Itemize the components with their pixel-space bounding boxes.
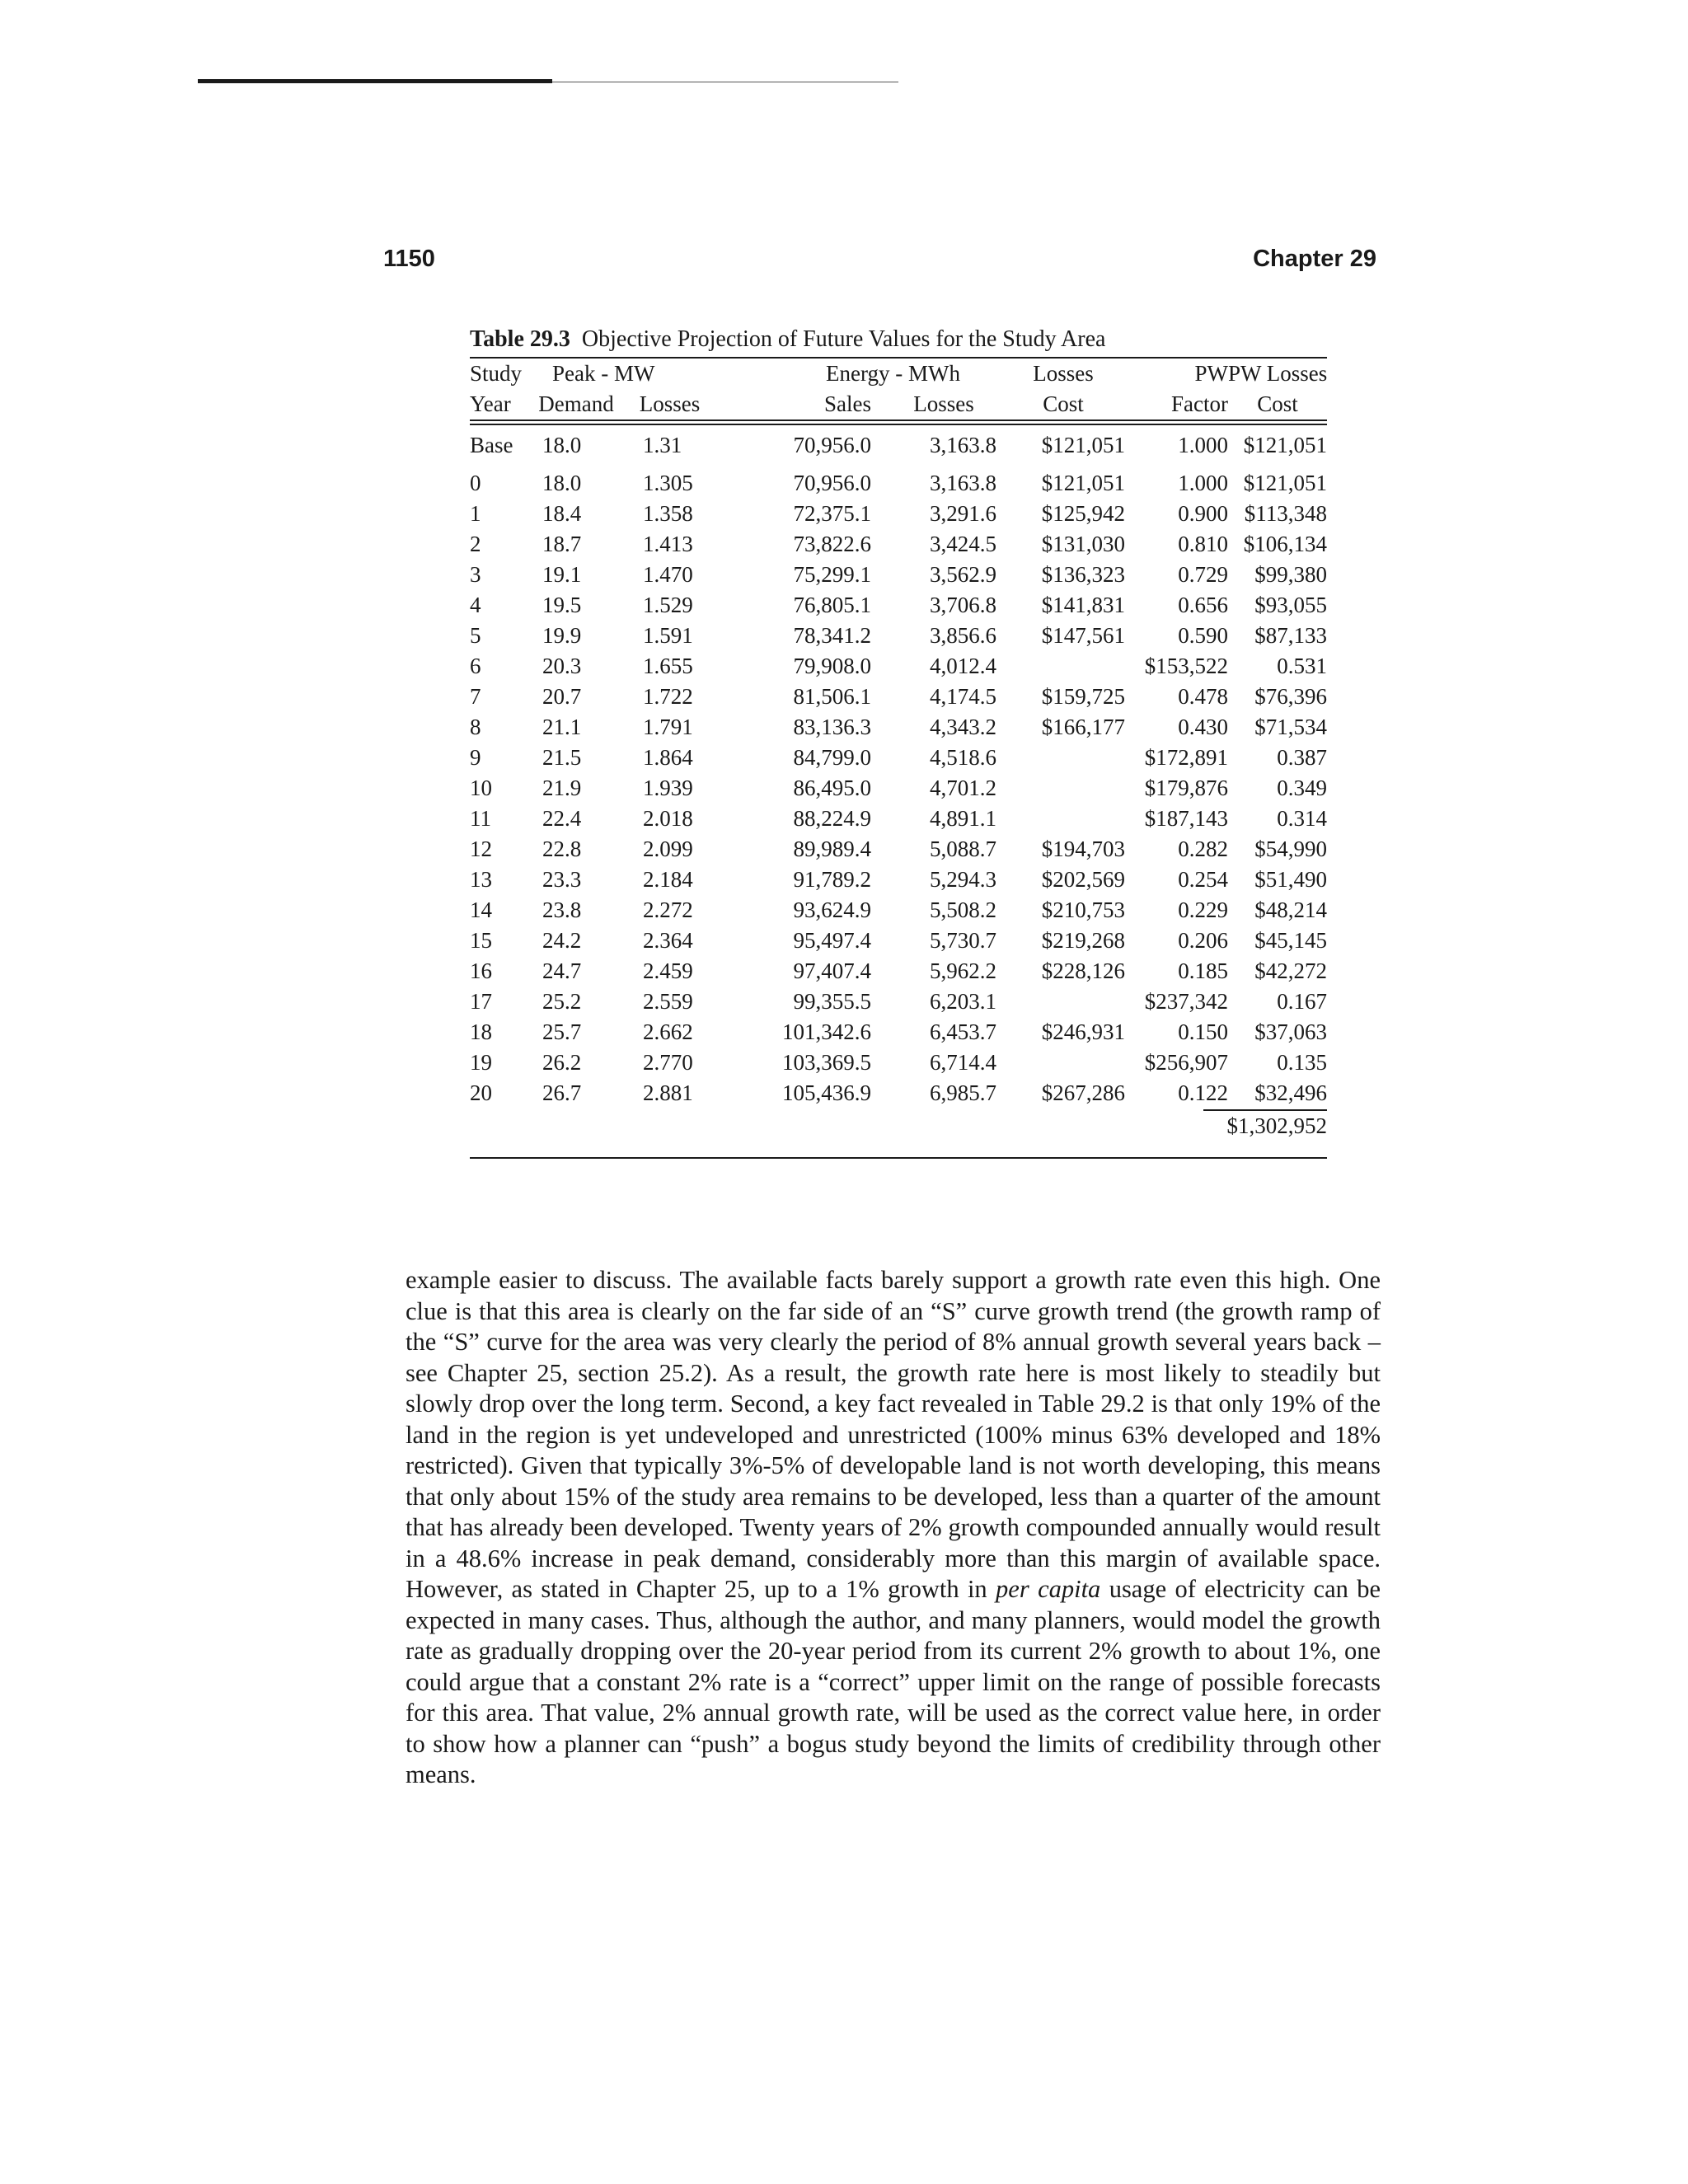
- table-cell: $136,323: [1041, 562, 1125, 587]
- table-cell: 1: [470, 501, 481, 526]
- body-text: [406, 1265, 1381, 1791]
- table-cell: $202,569: [1041, 867, 1125, 892]
- table-cell: 70,956.0: [793, 471, 871, 495]
- table-cell: 0.150: [1178, 1019, 1228, 1044]
- table-cell: 0.167: [1277, 989, 1327, 1014]
- table-cell: 103,369.5: [782, 1050, 871, 1075]
- table-cell: 16: [470, 958, 492, 983]
- header-cell: Demand: [538, 391, 614, 416]
- table-cell: $42,272: [1254, 958, 1327, 983]
- table-cell: 25.2: [542, 989, 582, 1014]
- table-cell: 0.478: [1178, 684, 1228, 709]
- table-header: [470, 359, 1327, 419]
- header-cell: Cost: [1257, 391, 1298, 416]
- table-cell: 20: [470, 1080, 492, 1105]
- table-cell: 6: [470, 654, 481, 678]
- table-cell: [1001, 987, 1125, 1017]
- table-cell: 8: [470, 715, 481, 739]
- table-cell: 5,508.2: [930, 898, 996, 922]
- table-cell: $147,561: [1041, 623, 1125, 648]
- table-cell: 18.4: [542, 501, 582, 526]
- table-cell: $153,522: [1144, 654, 1228, 678]
- table-cell: 99,355.5: [793, 989, 871, 1014]
- table-cell: 5,730.7: [930, 928, 996, 953]
- table-cell: 2.662: [643, 1019, 693, 1044]
- table-cell: $246,931: [1041, 1019, 1125, 1044]
- paragraph-emphasis: per capita: [996, 1575, 1101, 1603]
- table-cell: Base: [470, 433, 513, 457]
- table-row: [470, 1078, 1327, 1108]
- chapter-label: Chapter 29: [1253, 246, 1376, 272]
- header-cell: PW Losses: [1228, 361, 1328, 386]
- table-cell: 105,436.9: [782, 1080, 871, 1105]
- table-cell: $37,063: [1254, 1019, 1327, 1044]
- table-cell: $210,753: [1041, 898, 1125, 922]
- table-cell: 0.900: [1178, 501, 1228, 526]
- table-cell: 70,956.0: [793, 433, 871, 457]
- table-cell: $106,134: [1243, 532, 1327, 556]
- table-cell: 0.531: [1277, 654, 1327, 678]
- table-cell: 89,989.4: [793, 837, 871, 861]
- table-cell: 11: [470, 806, 491, 831]
- table-row: [470, 712, 1327, 743]
- table-cell: 93,624.9: [793, 898, 871, 922]
- table-caption: [470, 326, 1327, 354]
- table-cell: $71,534: [1254, 715, 1327, 739]
- table-cell: 5,294.3: [930, 867, 996, 892]
- table-cell: 4,012.4: [930, 654, 996, 678]
- table-row: [470, 773, 1327, 804]
- header-cell: PW: [1194, 361, 1228, 386]
- table-cell: 24.2: [542, 928, 582, 953]
- table-cell: 0.810: [1178, 532, 1228, 556]
- table-header-rule: [470, 419, 1327, 425]
- table-row: [470, 468, 1327, 499]
- table-cell: 0.349: [1277, 776, 1327, 800]
- table-cell: 14: [470, 898, 492, 922]
- table-cell: 2.099: [643, 837, 693, 861]
- table-row: [470, 651, 1327, 682]
- table-cell: 4,891.1: [930, 806, 996, 831]
- table-cell: 15: [470, 928, 492, 953]
- table-cell: $54,990: [1254, 837, 1327, 861]
- header-cell: Study: [470, 361, 523, 386]
- table-cell: $121,051: [1243, 471, 1327, 495]
- table-cell: 76,805.1: [793, 593, 871, 617]
- table-cell: 2.770: [643, 1050, 693, 1075]
- table-cell: $93,055: [1254, 593, 1327, 617]
- table-29-3: [470, 326, 1327, 1159]
- table-cell: 19.9: [542, 623, 582, 648]
- table-cell: 1.864: [643, 745, 693, 770]
- table-cell: 6,985.7: [930, 1080, 996, 1105]
- table-caption-label: Table 29.3: [470, 326, 570, 352]
- table-cell: $166,177: [1041, 715, 1125, 739]
- table-cell: 17: [470, 989, 492, 1014]
- table-cell: [1001, 743, 1125, 773]
- table-cell: 18.0: [542, 433, 582, 457]
- table-cell: 1.413: [643, 532, 693, 556]
- table-cell: 3,706.8: [930, 593, 996, 617]
- table-cell: 23.3: [542, 867, 582, 892]
- table-cell: 3,562.9: [930, 562, 996, 587]
- table-cell: 6,203.1: [930, 989, 996, 1014]
- table-cell: 26.7: [542, 1080, 582, 1105]
- paragraph-text: example easier to discuss. The available facts barely support a growth rate even this high. One clue is that this area is clearly on the far side of an “S” curve growth trend (the growth ramp of the “S” curve for the area was very clearly the period of 8% annual growth several years back – see Chapter 25, section 25.2). As a result, the growth rate here is most likely to steadily but slowly drop over the long term. Second, a key fact revealed in Table 29.2 is that only 19% of the land in the region is yet undeveloped and unrestricted (100% minus 63% developed and 18% restricted). Given that typically 3%-5% of developable land is not worth developing, this means that only about 15% of the study area remains to be developed, less than a quarter of the amount that has already been developed. Twenty years of 2% growth compounded annually would result in a 48.6% increase in peak demand, considerably more than this margin of available space. However, as stated in Chapter 25, up to a 1% growth in: [406, 1266, 1381, 1603]
- table-cell: 2.559: [643, 989, 693, 1014]
- header-cell: Cost: [1043, 391, 1084, 416]
- table-row: [470, 743, 1327, 773]
- table-cell: 1.305: [643, 471, 693, 495]
- table-row: [470, 956, 1327, 987]
- table-cell: 21.1: [542, 715, 582, 739]
- table-cell: 10: [470, 776, 492, 800]
- table-cell: 3: [470, 562, 481, 587]
- header-cell: Peak - MW: [552, 361, 655, 386]
- table-cell: 83,136.3: [793, 715, 871, 739]
- table-cell: $121,051: [1041, 433, 1125, 457]
- table-cell: 1.939: [643, 776, 693, 800]
- table-cell: 2.364: [643, 928, 693, 953]
- table-cell: 2.184: [643, 867, 693, 892]
- header-cell: Losses: [1033, 361, 1094, 386]
- top-rule-thick: [198, 79, 552, 83]
- table-cell: 88,224.9: [793, 806, 871, 831]
- table-cell: 0.135: [1277, 1050, 1327, 1075]
- table-cell: 5: [470, 623, 481, 648]
- table-cell: 23.8: [542, 898, 582, 922]
- header-cell: Sales: [824, 391, 871, 416]
- table-cell: 3,424.5: [930, 532, 996, 556]
- table-cell: [1001, 773, 1125, 804]
- table-cell: 1.722: [643, 684, 693, 709]
- table-cell: 3,163.8: [930, 471, 996, 495]
- table-cell: 0.282: [1178, 837, 1228, 861]
- table-cell: 13: [470, 867, 492, 892]
- table-row: [470, 590, 1327, 621]
- table-cell: $141,831: [1041, 593, 1125, 617]
- table-cell: 2.018: [643, 806, 693, 831]
- table-cell: 0.206: [1178, 928, 1228, 953]
- table-cell: 18: [470, 1019, 492, 1044]
- table-cell: 9: [470, 745, 481, 770]
- table-cell: 0.122: [1178, 1080, 1228, 1105]
- table-row: [470, 529, 1327, 560]
- table-cell: 73,822.6: [793, 532, 871, 556]
- table-cell: 6,714.4: [930, 1050, 996, 1075]
- table-row: [470, 865, 1327, 895]
- table-total-row: [470, 1108, 1327, 1141]
- table-cell: 0.229: [1178, 898, 1228, 922]
- table-row: [470, 895, 1327, 926]
- table-cell: $131,030: [1041, 532, 1125, 556]
- table-cell: 7: [470, 684, 481, 709]
- table-cell: 1.000: [1178, 433, 1228, 457]
- table-cell: 86,495.0: [793, 776, 871, 800]
- table-cell: 91,789.2: [793, 867, 871, 892]
- table-cell: $32,496: [1254, 1080, 1327, 1105]
- table-cell: 2.459: [643, 958, 693, 983]
- table-bottom-rule: [470, 1157, 1327, 1159]
- table-cell: 3,163.8: [930, 433, 996, 457]
- header-cell: Factor: [1171, 391, 1228, 416]
- table-cell: 0: [470, 471, 481, 495]
- table-cell: 1.470: [643, 562, 693, 587]
- table-cell: 2: [470, 532, 481, 556]
- header-cell: Losses: [913, 391, 974, 416]
- table-cell: 79,908.0: [793, 654, 871, 678]
- table-cell: $45,145: [1254, 928, 1327, 953]
- table-cell: $159,725: [1041, 684, 1125, 709]
- table-cell: 26.2: [542, 1050, 582, 1075]
- table-cell: 22.8: [542, 837, 582, 861]
- table-cell: 21.5: [542, 745, 582, 770]
- table-cell: 5,962.2: [930, 958, 996, 983]
- table-cell: 1.31: [643, 433, 682, 457]
- table-cell: $121,051: [1243, 433, 1327, 457]
- table-cell: $172,891: [1144, 745, 1228, 770]
- table-cell: 97,407.4: [793, 958, 871, 983]
- table-cell: 0.590: [1178, 623, 1228, 648]
- table-row: [470, 926, 1327, 956]
- table-cell: 22.4: [542, 806, 582, 831]
- table-cell: $125,942: [1041, 501, 1125, 526]
- table-cell: 12: [470, 837, 492, 861]
- header-cell: Losses: [639, 391, 701, 416]
- table-cell: 20.7: [542, 684, 582, 709]
- table-cell: 19.5: [542, 593, 582, 617]
- table-row: [470, 834, 1327, 865]
- header-cell: Energy - MWh: [826, 361, 960, 386]
- header-row-1: [470, 359, 1327, 389]
- table-cell: $179,876: [1144, 776, 1228, 800]
- header-cell: Year: [470, 391, 511, 416]
- table-cell: 4,518.6: [930, 745, 996, 770]
- table-row: [470, 987, 1327, 1017]
- running-head: [383, 246, 1376, 273]
- table-cell: 4,343.2: [930, 715, 996, 739]
- table-cell: 3,291.6: [930, 501, 996, 526]
- table-cell: 0.387: [1277, 745, 1327, 770]
- table-cell: $194,703: [1041, 837, 1125, 861]
- table-cell: 0.254: [1178, 867, 1228, 892]
- table-cell: 75,299.1: [793, 562, 871, 587]
- table-row: [470, 499, 1327, 529]
- table-row: [470, 1047, 1327, 1078]
- table-cell: 1.000: [1178, 471, 1228, 495]
- table-cell: [1001, 651, 1125, 682]
- table-cell: $51,490: [1254, 867, 1327, 892]
- table-cell: $87,133: [1254, 623, 1327, 648]
- table-cell: $237,342: [1144, 989, 1228, 1014]
- table-cell: 18.0: [542, 471, 582, 495]
- table-cell: 6,453.7: [930, 1019, 996, 1044]
- paragraph: [406, 1265, 1381, 1791]
- table-cell: 1.529: [643, 593, 693, 617]
- table-cell: 1.591: [643, 623, 693, 648]
- table-body: [470, 425, 1327, 1108]
- table-cell: 2.881: [643, 1080, 693, 1105]
- table-cell: 21.9: [542, 776, 582, 800]
- table-cell: 4: [470, 593, 481, 617]
- table-row: [470, 621, 1327, 651]
- header-row-2: [470, 389, 1327, 419]
- top-decorative-rule: [198, 79, 692, 86]
- table-row: [470, 682, 1327, 712]
- page-number: 1150: [383, 246, 435, 272]
- table-total: $1,302,952: [1203, 1109, 1327, 1141]
- table-cell: 0.314: [1277, 806, 1327, 831]
- row-spacer: [470, 461, 1327, 468]
- table-cell: 3,856.6: [930, 623, 996, 648]
- table-cell: 2.272: [643, 898, 693, 922]
- table-cell: 18.7: [542, 532, 582, 556]
- table-cell: [1001, 1047, 1125, 1078]
- table-row-base: [470, 430, 1327, 461]
- table-cell: 4,701.2: [930, 776, 996, 800]
- table-cell: 19.1: [542, 562, 582, 587]
- table-cell: $99,380: [1254, 562, 1327, 587]
- paragraph-text-end: usage of electricity can be expected in many cases. Thus, although the author, and many planners, would model the growth rate as gradually dropping over the 20-year period from its current 2% growth to about 1%, one could argue that a constant 2% rate is a “correct” upper limit on the range of possible forecasts for this area. That value, 2% annual growth rate, will be used as the correct value here, in order to show how a planner can “push” a bogus study beyond the limits of credibility through other means.: [406, 1575, 1381, 1788]
- table-cell: 1.358: [643, 501, 693, 526]
- table-cell: 19: [470, 1050, 492, 1075]
- table-cell: [1001, 804, 1125, 834]
- table-cell: $48,214: [1254, 898, 1327, 922]
- table-cell: 84,799.0: [793, 745, 871, 770]
- table-cell: 0.430: [1178, 715, 1228, 739]
- table-cell: 78,341.2: [793, 623, 871, 648]
- table-cell: 1.655: [643, 654, 693, 678]
- table-cell: 72,375.1: [793, 501, 871, 526]
- table-row: [470, 560, 1327, 590]
- table-cell: $256,907: [1144, 1050, 1228, 1075]
- table-cell: 20.3: [542, 654, 582, 678]
- table-cell: 95,497.4: [793, 928, 871, 953]
- table-cell: 0.656: [1178, 593, 1228, 617]
- table-cell: 0.729: [1178, 562, 1228, 587]
- table-cell: $228,126: [1041, 958, 1125, 983]
- table-cell: 81,506.1: [793, 684, 871, 709]
- table-cell: $219,268: [1041, 928, 1125, 953]
- table-cell: 5,088.7: [930, 837, 996, 861]
- table-cell: $76,396: [1254, 684, 1327, 709]
- table-row: [470, 1017, 1327, 1047]
- table-cell: $267,286: [1041, 1080, 1125, 1105]
- table-cell: $121,051: [1041, 471, 1125, 495]
- table-cell: 101,342.6: [782, 1019, 871, 1044]
- table-cell: 0.185: [1178, 958, 1228, 983]
- table-row: [470, 804, 1327, 834]
- table-cell: $113,348: [1244, 501, 1327, 526]
- table-cell: 4,174.5: [930, 684, 996, 709]
- table-cell: 25.7: [542, 1019, 582, 1044]
- table-cell: $187,143: [1144, 806, 1228, 831]
- table-cell: 1.791: [643, 715, 693, 739]
- table-caption-text: Objective Projection of Future Values for the Study Area: [581, 326, 1106, 352]
- table-cell: 24.7: [542, 958, 582, 983]
